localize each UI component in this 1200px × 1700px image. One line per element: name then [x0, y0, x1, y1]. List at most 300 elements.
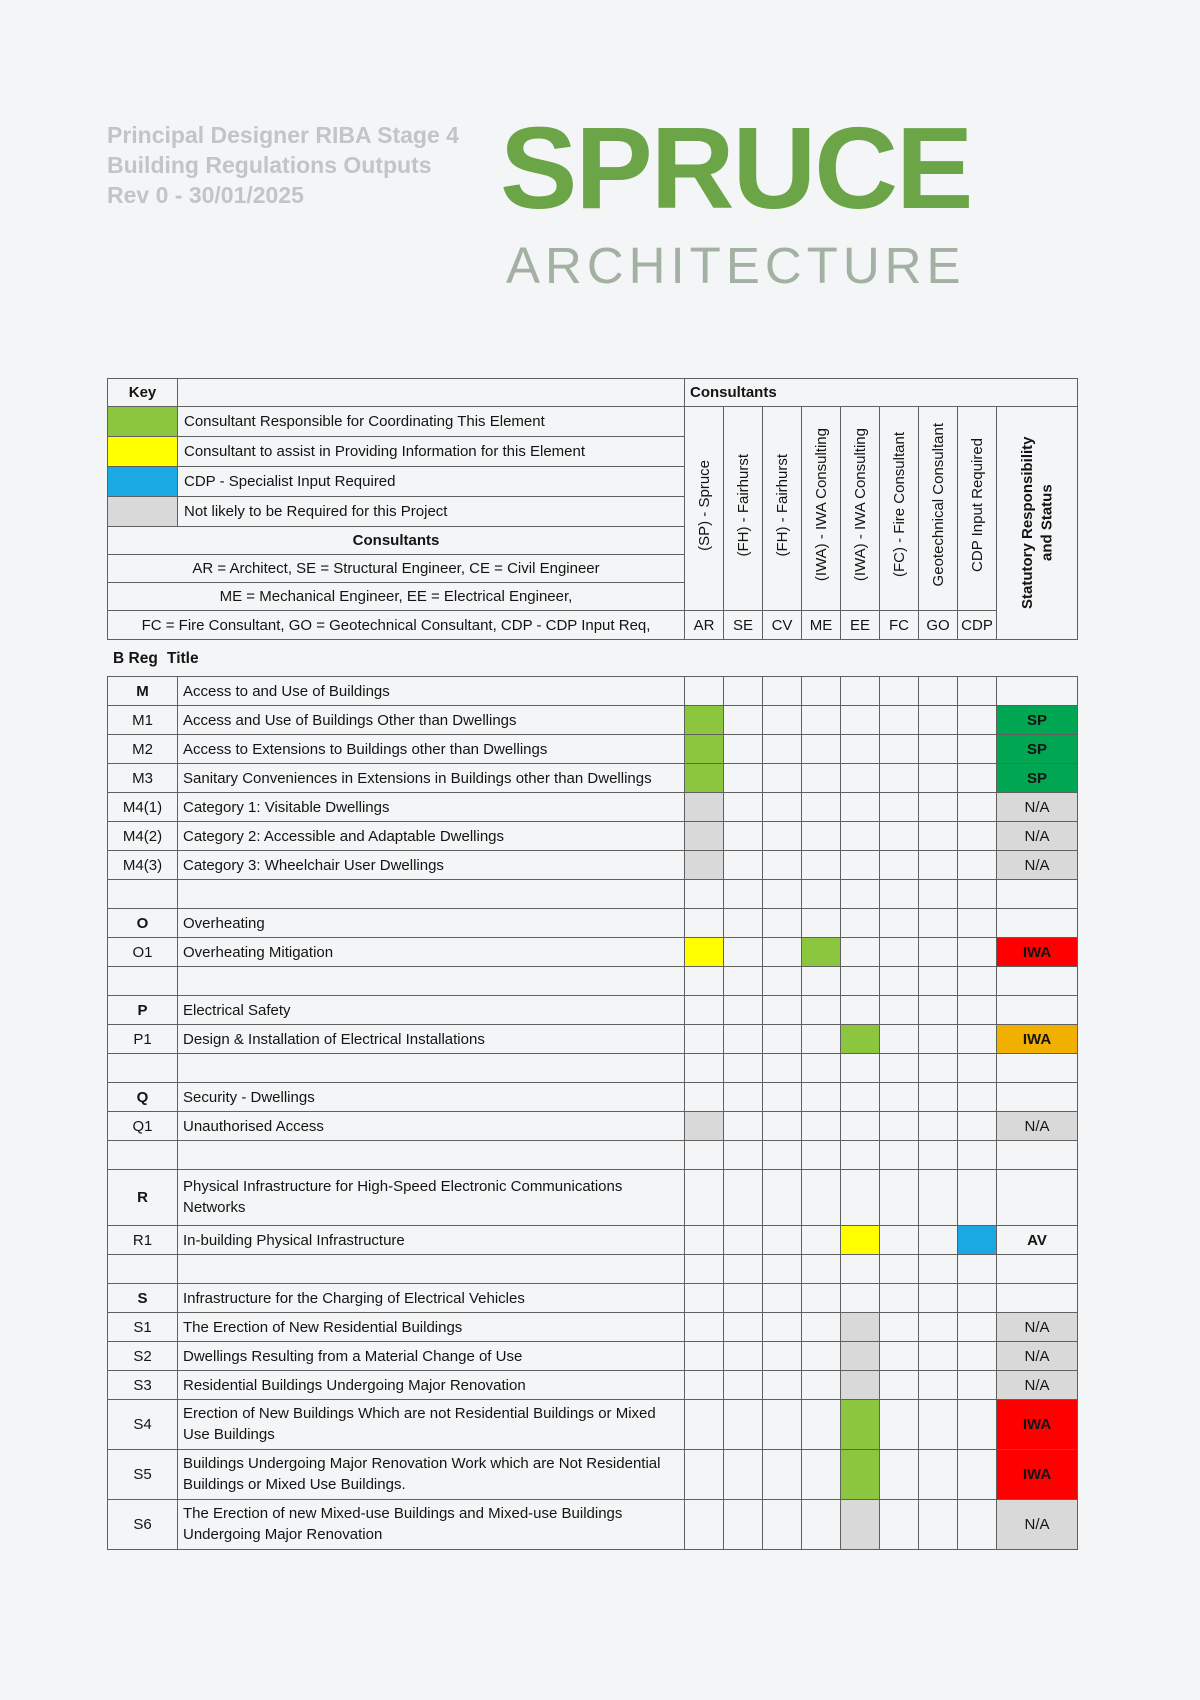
consultant-cell-se	[724, 967, 763, 996]
consultant-cell-cv	[763, 1450, 802, 1500]
consultant-cell-ar	[685, 1054, 724, 1083]
row-title: Residential Buildings Undergoing Major Renovation	[178, 1371, 685, 1400]
consultant-cell-cdp	[958, 938, 997, 967]
row-title: Sanitary Conveniences in Extensions in Buildings other than Dwellings	[178, 764, 685, 793]
row-code: S5	[108, 1450, 178, 1500]
status-cell: AV	[997, 1226, 1078, 1255]
row-title: Security - Dwellings	[178, 1083, 685, 1112]
consultant-cell-ar	[685, 996, 724, 1025]
table-row-s3	[108, 1371, 1078, 1400]
consultant-cell-fc	[880, 1342, 919, 1371]
consultant-cell-ar	[685, 1371, 724, 1400]
key-consultants-title-cell: Consultants	[108, 527, 685, 555]
consultant-cell-cv	[763, 1284, 802, 1313]
consultant-cell-cdp	[958, 822, 997, 851]
status-cell: SP	[997, 706, 1078, 735]
row-code: S3	[108, 1371, 178, 1400]
consultant-cell-fc	[880, 1170, 919, 1226]
consultant-cell-ar	[685, 735, 724, 764]
consultant-cell-ar	[685, 1170, 724, 1226]
table-row-q1	[108, 1112, 1078, 1141]
row-code: M2	[108, 735, 178, 764]
row-title: Overheating Mitigation	[178, 938, 685, 967]
consultant-cell-cdp	[958, 1500, 997, 1550]
consultant-cell-fc	[880, 1371, 919, 1400]
key-header-cell: Key	[108, 379, 178, 407]
consultant-cell-cv	[763, 1054, 802, 1083]
consultant-column-header	[802, 407, 841, 611]
table-row-m42	[108, 822, 1078, 851]
consultant-cell-fc	[880, 909, 919, 938]
consultant-cell-cv	[763, 938, 802, 967]
consultant-cell-se	[724, 909, 763, 938]
consultant-cell-cv	[763, 822, 802, 851]
row-title	[178, 1255, 685, 1284]
consultant-cell-fc	[880, 1054, 919, 1083]
consultant-cell-me	[802, 793, 841, 822]
document-title-line-3: Rev 0 - 30/01/2025	[107, 182, 304, 208]
consultant-cell-ee	[841, 822, 880, 851]
consultant-cell-go	[919, 1400, 958, 1450]
row-title: The Erection of New Residential Buildings	[178, 1313, 685, 1342]
table-row-s1	[108, 1313, 1078, 1342]
status-cell: SP	[997, 735, 1078, 764]
consultant-cell-go	[919, 996, 958, 1025]
row-title: Infrastructure for the Charging of Electrical Vehicles	[178, 1284, 685, 1313]
key-legend-line: FC = Fire Consultant, GO = Geotechnical Consultant, CDP - CDP Input Req,	[108, 611, 685, 640]
consultant-cell-cdp	[958, 1141, 997, 1170]
row-code: R	[108, 1170, 178, 1226]
consultant-cell-ee	[841, 1313, 880, 1342]
consultant-cell-fc	[880, 967, 919, 996]
status-cell: N/A	[997, 822, 1078, 851]
status-cell: N/A	[997, 1112, 1078, 1141]
consultant-cell-ee	[841, 967, 880, 996]
consultant-cell-se	[724, 764, 763, 793]
consultant-cell-cdp	[958, 1226, 997, 1255]
consultant-cell-se	[724, 1170, 763, 1226]
consultant-cell-cv	[763, 1141, 802, 1170]
consultant-cell-go	[919, 1284, 958, 1313]
table-row-s5	[108, 1450, 1078, 1500]
consultant-cell-fc	[880, 1450, 919, 1500]
consultant-cell-fc	[880, 677, 919, 706]
row-code: S2	[108, 1342, 178, 1371]
row-title	[178, 1141, 685, 1170]
consultant-cell-me	[802, 967, 841, 996]
row-code: M3	[108, 764, 178, 793]
consultant-cell-go	[919, 1500, 958, 1550]
consultant-cell-ee	[841, 706, 880, 735]
logo-architecture: ARCHITECTURE	[506, 237, 966, 294]
consultant-cell-fc	[880, 1284, 919, 1313]
consultant-cell-cv	[763, 851, 802, 880]
consultant-cell-go	[919, 909, 958, 938]
key-swatch-key_green	[108, 407, 178, 437]
consultant-cell-cv	[763, 880, 802, 909]
consultant-cell-go	[919, 1112, 958, 1141]
consultant-column-label: (FC) - Fire Consultant	[890, 432, 908, 578]
consultant-cell-ee	[841, 1141, 880, 1170]
consultant-cell-cv	[763, 1500, 802, 1550]
consultant-cell-ee	[841, 1284, 880, 1313]
consultant-cell-me	[802, 1141, 841, 1170]
row-code: O	[108, 909, 178, 938]
breg-title-header	[107, 650, 199, 668]
consultant-cell-go	[919, 1342, 958, 1371]
consultant-cell-me	[802, 1313, 841, 1342]
consultant-cell-cdp	[958, 909, 997, 938]
row-title: Access to and Use of Buildings	[178, 677, 685, 706]
consultant-cell-ar	[685, 1400, 724, 1450]
consultant-cell-ar	[685, 938, 724, 967]
table-row-blank	[108, 1054, 1078, 1083]
key-legend-line: AR = Architect, SE = Structural Engineer, CE = Civil Engineer	[108, 555, 685, 583]
status-cell: IWA	[997, 1025, 1078, 1054]
consultant-cell-fc	[880, 735, 919, 764]
consultant-cell-se	[724, 1141, 763, 1170]
consultant-cell-fc	[880, 1025, 919, 1054]
table-row-p1	[108, 1025, 1078, 1054]
consultant-cell-ar	[685, 1141, 724, 1170]
consultant-cell-cdp	[958, 677, 997, 706]
consultant-cell-me	[802, 1054, 841, 1083]
consultant-cell-se	[724, 1226, 763, 1255]
consultant-cell-go	[919, 1313, 958, 1342]
table-row-blank	[108, 1255, 1078, 1284]
table-row-s6	[108, 1500, 1078, 1550]
consultant-cell-ee	[841, 1226, 880, 1255]
status-cell: N/A	[997, 1371, 1078, 1400]
consultant-cell-ar	[685, 1255, 724, 1284]
consultant-cell-cv	[763, 677, 802, 706]
status-cell	[997, 967, 1078, 996]
consultant-cell-go	[919, 1371, 958, 1400]
status-cell	[997, 1284, 1078, 1313]
main-table	[107, 676, 1078, 1550]
consultant-cell-se	[724, 1500, 763, 1550]
consultant-cell-go	[919, 1170, 958, 1226]
row-code: M4(2)	[108, 822, 178, 851]
row-code: Q	[108, 1083, 178, 1112]
consultant-cell-cdp	[958, 967, 997, 996]
consultant-cell-ar	[685, 1083, 724, 1112]
status-cell	[997, 677, 1078, 706]
consultant-cell-cdp	[958, 1342, 997, 1371]
row-title	[178, 967, 685, 996]
consultant-cell-ar	[685, 764, 724, 793]
consultant-cell-fc	[880, 1112, 919, 1141]
logo-spruce: SPRUCE	[500, 103, 972, 233]
consultant-cell-cdp	[958, 1313, 997, 1342]
row-title: Category 3: Wheelchair User Dwellings	[178, 851, 685, 880]
consultant-cell-cdp	[958, 880, 997, 909]
consultant-cell-ee	[841, 735, 880, 764]
consultant-cell-me	[802, 996, 841, 1025]
consultant-cell-cv	[763, 1371, 802, 1400]
status-cell: IWA	[997, 1400, 1078, 1450]
row-code	[108, 880, 178, 909]
consultant-cell-se	[724, 1112, 763, 1141]
consultant-abbr-cell: GO	[919, 611, 958, 640]
document-title-line-2: Building Regulations Outputs	[107, 152, 432, 178]
status-cell	[997, 1170, 1078, 1226]
consultant-cell-cv	[763, 1083, 802, 1112]
key-legend-line: ME = Mechanical Engineer, EE = Electrical Engineer,	[108, 583, 685, 611]
status-cell: N/A	[997, 793, 1078, 822]
consultant-cell-go	[919, 706, 958, 735]
key-table	[107, 378, 1078, 640]
consultant-cell-me	[802, 938, 841, 967]
status-cell	[997, 1083, 1078, 1112]
consultant-cell-se	[724, 706, 763, 735]
consultant-cell-fc	[880, 938, 919, 967]
table-row-m	[108, 677, 1078, 706]
consultant-cell-ar	[685, 677, 724, 706]
row-code: S1	[108, 1313, 178, 1342]
consultant-cell-me	[802, 735, 841, 764]
row-code: M	[108, 677, 178, 706]
consultant-cell-cdp	[958, 764, 997, 793]
consultant-cell-me	[802, 1170, 841, 1226]
status-cell: IWA	[997, 1450, 1078, 1500]
row-title: Category 2: Accessible and Adaptable Dwellings	[178, 822, 685, 851]
row-code: S6	[108, 1500, 178, 1550]
document-title	[107, 120, 459, 210]
consultant-cell-cdp	[958, 1083, 997, 1112]
consultant-cell-cdp	[958, 1025, 997, 1054]
breg-title-label: Title	[167, 650, 199, 667]
table-row-blank	[108, 1141, 1078, 1170]
consultant-cell-ee	[841, 938, 880, 967]
consultant-cell-ar	[685, 1342, 724, 1371]
consultant-cell-ee	[841, 1255, 880, 1284]
consultant-cell-cdp	[958, 851, 997, 880]
row-title: Electrical Safety	[178, 996, 685, 1025]
status-cell	[997, 1141, 1078, 1170]
consultant-cell-cv	[763, 735, 802, 764]
consultant-cell-me	[802, 1112, 841, 1141]
consultant-cell-me	[802, 1342, 841, 1371]
consultant-cell-me	[802, 1083, 841, 1112]
consultant-column-label: Geotechnical Consultant	[929, 423, 947, 587]
consultant-column-header	[841, 407, 880, 611]
consultant-column-label: (FH) - Fairhurst	[734, 453, 752, 557]
key-swatch-key_yellow	[108, 437, 178, 467]
row-title: Design & Installation of Electrical Installations	[178, 1025, 685, 1054]
consultant-cell-ee	[841, 1400, 880, 1450]
consultant-column-header	[958, 407, 997, 611]
consultant-cell-go	[919, 1450, 958, 1500]
consultants-header-cell: Consultants	[685, 379, 1078, 407]
status-cell	[997, 880, 1078, 909]
consultant-cell-go	[919, 1083, 958, 1112]
consultant-cell-ar	[685, 1226, 724, 1255]
consultant-column-label: (FH) - Fairhurst	[773, 453, 791, 557]
consultant-abbr-cell: CDP	[958, 611, 997, 640]
consultant-cell-se	[724, 1255, 763, 1284]
row-code: M4(1)	[108, 793, 178, 822]
consultant-cell-cv	[763, 1112, 802, 1141]
consultant-cell-fc	[880, 1400, 919, 1450]
consultant-column-label: (IWA) - IWA Consulting	[812, 428, 830, 582]
consultant-cell-ar	[685, 880, 724, 909]
key-label: Consultant Responsible for Coordinating This Element	[178, 407, 685, 437]
row-title: The Erection of new Mixed-use Buildings and Mixed-use Buildings Undergoing Major Renovation	[178, 1500, 685, 1550]
consultant-cell-cdp	[958, 996, 997, 1025]
table-row-s4	[108, 1400, 1078, 1450]
row-code: S4	[108, 1400, 178, 1450]
consultant-cell-ee	[841, 793, 880, 822]
status-cell: SP	[997, 764, 1078, 793]
row-title: Category 1: Visitable Dwellings	[178, 793, 685, 822]
consultant-cell-ar	[685, 706, 724, 735]
status-cell	[997, 909, 1078, 938]
key-swatch-key_gray	[108, 497, 178, 527]
consultant-cell-fc	[880, 996, 919, 1025]
consultant-column-header	[724, 407, 763, 611]
table-row-blank	[108, 880, 1078, 909]
consultant-cell-se	[724, 1371, 763, 1400]
consultant-cell-fc	[880, 822, 919, 851]
consultant-cell-ar	[685, 1112, 724, 1141]
status-cell	[997, 1054, 1078, 1083]
key-empty-cell	[178, 379, 685, 407]
consultant-abbr-cell: EE	[841, 611, 880, 640]
row-code: M4(3)	[108, 851, 178, 880]
row-title: Unauthorised Access	[178, 1112, 685, 1141]
consultant-cell-me	[802, 1025, 841, 1054]
consultant-cell-ee	[841, 909, 880, 938]
consultant-abbr-cell: CV	[763, 611, 802, 640]
consultant-cell-ee	[841, 1170, 880, 1226]
consultant-cell-go	[919, 822, 958, 851]
consultant-cell-ar	[685, 1500, 724, 1550]
consultant-cell-se	[724, 1083, 763, 1112]
consultant-cell-cdp	[958, 793, 997, 822]
consultant-cell-ee	[841, 1112, 880, 1141]
consultant-cell-ar	[685, 1025, 724, 1054]
row-title: Overheating	[178, 909, 685, 938]
consultant-cell-se	[724, 735, 763, 764]
consultant-cell-go	[919, 735, 958, 764]
consultant-cell-cdp	[958, 1400, 997, 1450]
consultant-cell-fc	[880, 1226, 919, 1255]
consultant-cell-go	[919, 793, 958, 822]
status-cell: N/A	[997, 1313, 1078, 1342]
consultant-cell-go	[919, 1226, 958, 1255]
row-code	[108, 1141, 178, 1170]
row-code: P	[108, 996, 178, 1025]
consultant-cell-me	[802, 909, 841, 938]
table-row-r	[108, 1170, 1078, 1226]
consultant-cell-fc	[880, 1083, 919, 1112]
consultant-cell-cv	[763, 996, 802, 1025]
consultant-cell-ee	[841, 1500, 880, 1550]
consultant-cell-cv	[763, 1255, 802, 1284]
consultant-cell-me	[802, 1255, 841, 1284]
consultant-cell-me	[802, 851, 841, 880]
row-code: M1	[108, 706, 178, 735]
consultant-column-label: CDP Input Required	[968, 438, 986, 572]
consultant-cell-me	[802, 1284, 841, 1313]
consultant-cell-ar	[685, 1450, 724, 1500]
consultant-cell-fc	[880, 1500, 919, 1550]
row-code: S	[108, 1284, 178, 1313]
consultant-cell-se	[724, 1284, 763, 1313]
consultant-cell-go	[919, 880, 958, 909]
consultant-cell-se	[724, 851, 763, 880]
consultant-cell-ar	[685, 967, 724, 996]
consultant-cell-se	[724, 1342, 763, 1371]
consultant-cell-cdp	[958, 706, 997, 735]
row-code	[108, 967, 178, 996]
consultant-cell-me	[802, 764, 841, 793]
consultant-column-label: (SP) - Spruce	[695, 459, 713, 551]
key-label: Consultant to assist in Providing Information for this Element	[178, 437, 685, 467]
status-cell: N/A	[997, 1342, 1078, 1371]
consultant-cell-me	[802, 1450, 841, 1500]
consultant-cell-me	[802, 1371, 841, 1400]
row-title: In-building Physical Infrastructure	[178, 1226, 685, 1255]
consultant-cell-ee	[841, 880, 880, 909]
table-row-m1	[108, 706, 1078, 735]
consultant-cell-fc	[880, 1255, 919, 1284]
consultant-cell-ee	[841, 1450, 880, 1500]
consultant-cell-me	[802, 1226, 841, 1255]
consultant-cell-se	[724, 1313, 763, 1342]
consultant-cell-cdp	[958, 1371, 997, 1400]
row-title	[178, 1054, 685, 1083]
consultant-cell-ee	[841, 1342, 880, 1371]
row-title: Buildings Undergoing Major Renovation Work which are Not Residential Buildings or Mixed Use Buildings.	[178, 1450, 685, 1500]
row-code: R1	[108, 1226, 178, 1255]
consultant-cell-go	[919, 851, 958, 880]
consultant-cell-fc	[880, 793, 919, 822]
consultant-cell-cv	[763, 1342, 802, 1371]
consultant-cell-cdp	[958, 1112, 997, 1141]
consultant-cell-se	[724, 677, 763, 706]
table-row-p	[108, 996, 1078, 1025]
consultant-cell-go	[919, 1255, 958, 1284]
consultant-column-label: (IWA) - IWA Consulting	[851, 428, 869, 582]
consultant-cell-go	[919, 764, 958, 793]
status-cell: IWA	[997, 938, 1078, 967]
consultant-column-header	[685, 407, 724, 611]
consultant-cell-cdp	[958, 1284, 997, 1313]
consultant-abbr-cell: FC	[880, 611, 919, 640]
table-row-m41	[108, 793, 1078, 822]
consultant-cell-se	[724, 880, 763, 909]
consultant-cell-me	[802, 880, 841, 909]
consultant-cell-fc	[880, 851, 919, 880]
row-title	[178, 880, 685, 909]
consultant-cell-ar	[685, 822, 724, 851]
consultant-cell-ar	[685, 1284, 724, 1313]
status-column-header: Statutory Responsibility and Status	[997, 407, 1078, 640]
consultant-cell-go	[919, 1054, 958, 1083]
consultant-cell-se	[724, 938, 763, 967]
consultant-cell-fc	[880, 1313, 919, 1342]
consultant-cell-se	[724, 996, 763, 1025]
row-title: Erection of New Buildings Which are not Residential Buildings or Mixed Use Buildings	[178, 1400, 685, 1450]
consultant-cell-cdp	[958, 1255, 997, 1284]
consultant-column-header	[880, 407, 919, 611]
table-row-s	[108, 1284, 1078, 1313]
consultant-cell-cv	[763, 1170, 802, 1226]
consultant-cell-me	[802, 1400, 841, 1450]
consultant-cell-cv	[763, 764, 802, 793]
